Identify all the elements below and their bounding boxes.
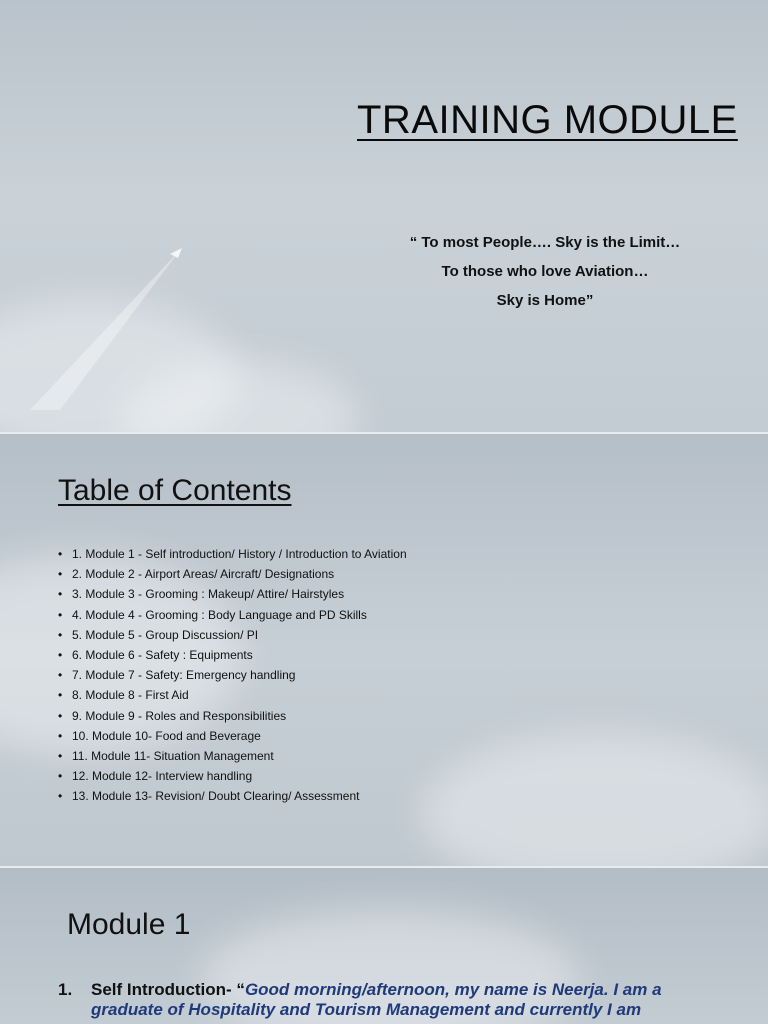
toc-item-label: 2. Module 2 - Airport Areas/ Aircraft/ Designations [72, 567, 335, 582]
item-text [91, 980, 738, 1020]
toc-item-label: 10. Module 10- Food and Beverage [72, 728, 261, 743]
toc-item [58, 625, 407, 645]
bullet: • [58, 728, 63, 743]
slide-title [0, 0, 768, 432]
toc-item [58, 706, 407, 726]
bullet: • [58, 769, 63, 784]
toc-item [58, 726, 407, 746]
toc-item-label: 13. Module 13- Revision/ Doubt Clearing/ Assessment [72, 789, 360, 804]
toc-item [58, 645, 407, 665]
toc-item [58, 564, 407, 584]
toc-item [58, 665, 407, 685]
toc-item-label: 4. Module 4 - Grooming : Body Language and PD Skills [72, 607, 367, 622]
cloud-decoration [420, 734, 768, 866]
bullet: • [58, 749, 63, 764]
bullet: • [58, 688, 63, 703]
quote-line: “ To most People…. Sky is the Limit… [409, 234, 681, 251]
toc-item [58, 605, 407, 625]
aviation-quote [352, 228, 738, 315]
bullet: • [58, 789, 63, 804]
toc-item-label: 11. Module 11- Situation Management [72, 749, 274, 764]
toc-item-label: 8. Module 8 - First Aid [72, 688, 189, 703]
toc-item [58, 786, 407, 806]
toc-item [58, 685, 407, 705]
item-quote: Good morning/afternoon, my name is Neerja. I am a graduate of Hospitality and Tourism Management and currently I am [91, 980, 662, 1019]
toc-item-label: 7. Module 7 - Safety: Emergency handling [72, 668, 296, 683]
bullet: • [58, 668, 63, 683]
toc-heading: Table of Contents [58, 474, 292, 507]
toc-item-label: 6. Module 6 - Safety : Equipments [72, 648, 253, 663]
page-title: TRAINING MODULE [357, 98, 738, 142]
toc-item-label: 12. Module 12- Interview handling [72, 769, 253, 784]
toc-item-label: 3. Module 3 - Grooming : Makeup/ Attire/ Hairstyles [72, 587, 345, 602]
toc-item [58, 746, 407, 766]
module-1-item [58, 980, 738, 1020]
bullet: • [58, 648, 63, 663]
toc-item-label: 1. Module 1 - Self introduction/ History / Introduction to Aviation [72, 547, 407, 561]
bullet: • [58, 587, 63, 602]
quote-line: Sky is Home” [496, 292, 594, 309]
quote-line: To those who love Aviation… [441, 263, 649, 280]
toc-item-label: 5. Module 5 - Group Discussion/ PI [72, 627, 259, 642]
toc-list [58, 544, 407, 807]
toc-item-label: 9. Module 9 - Roles and Responsibilities [72, 708, 287, 723]
module-1-heading: Module 1 [67, 908, 191, 941]
airplane-contrail-icon [20, 230, 190, 420]
bullet: • [58, 708, 63, 723]
bullet: • [58, 567, 63, 582]
bullet: • [58, 627, 63, 642]
toc-item [58, 766, 407, 786]
item-number: 1. [58, 980, 73, 999]
bullet: • [58, 607, 63, 622]
bullet: • [58, 547, 63, 561]
item-label: Self Introduction- “ [91, 980, 245, 999]
toc-item [58, 584, 407, 604]
toc-item [58, 544, 407, 564]
